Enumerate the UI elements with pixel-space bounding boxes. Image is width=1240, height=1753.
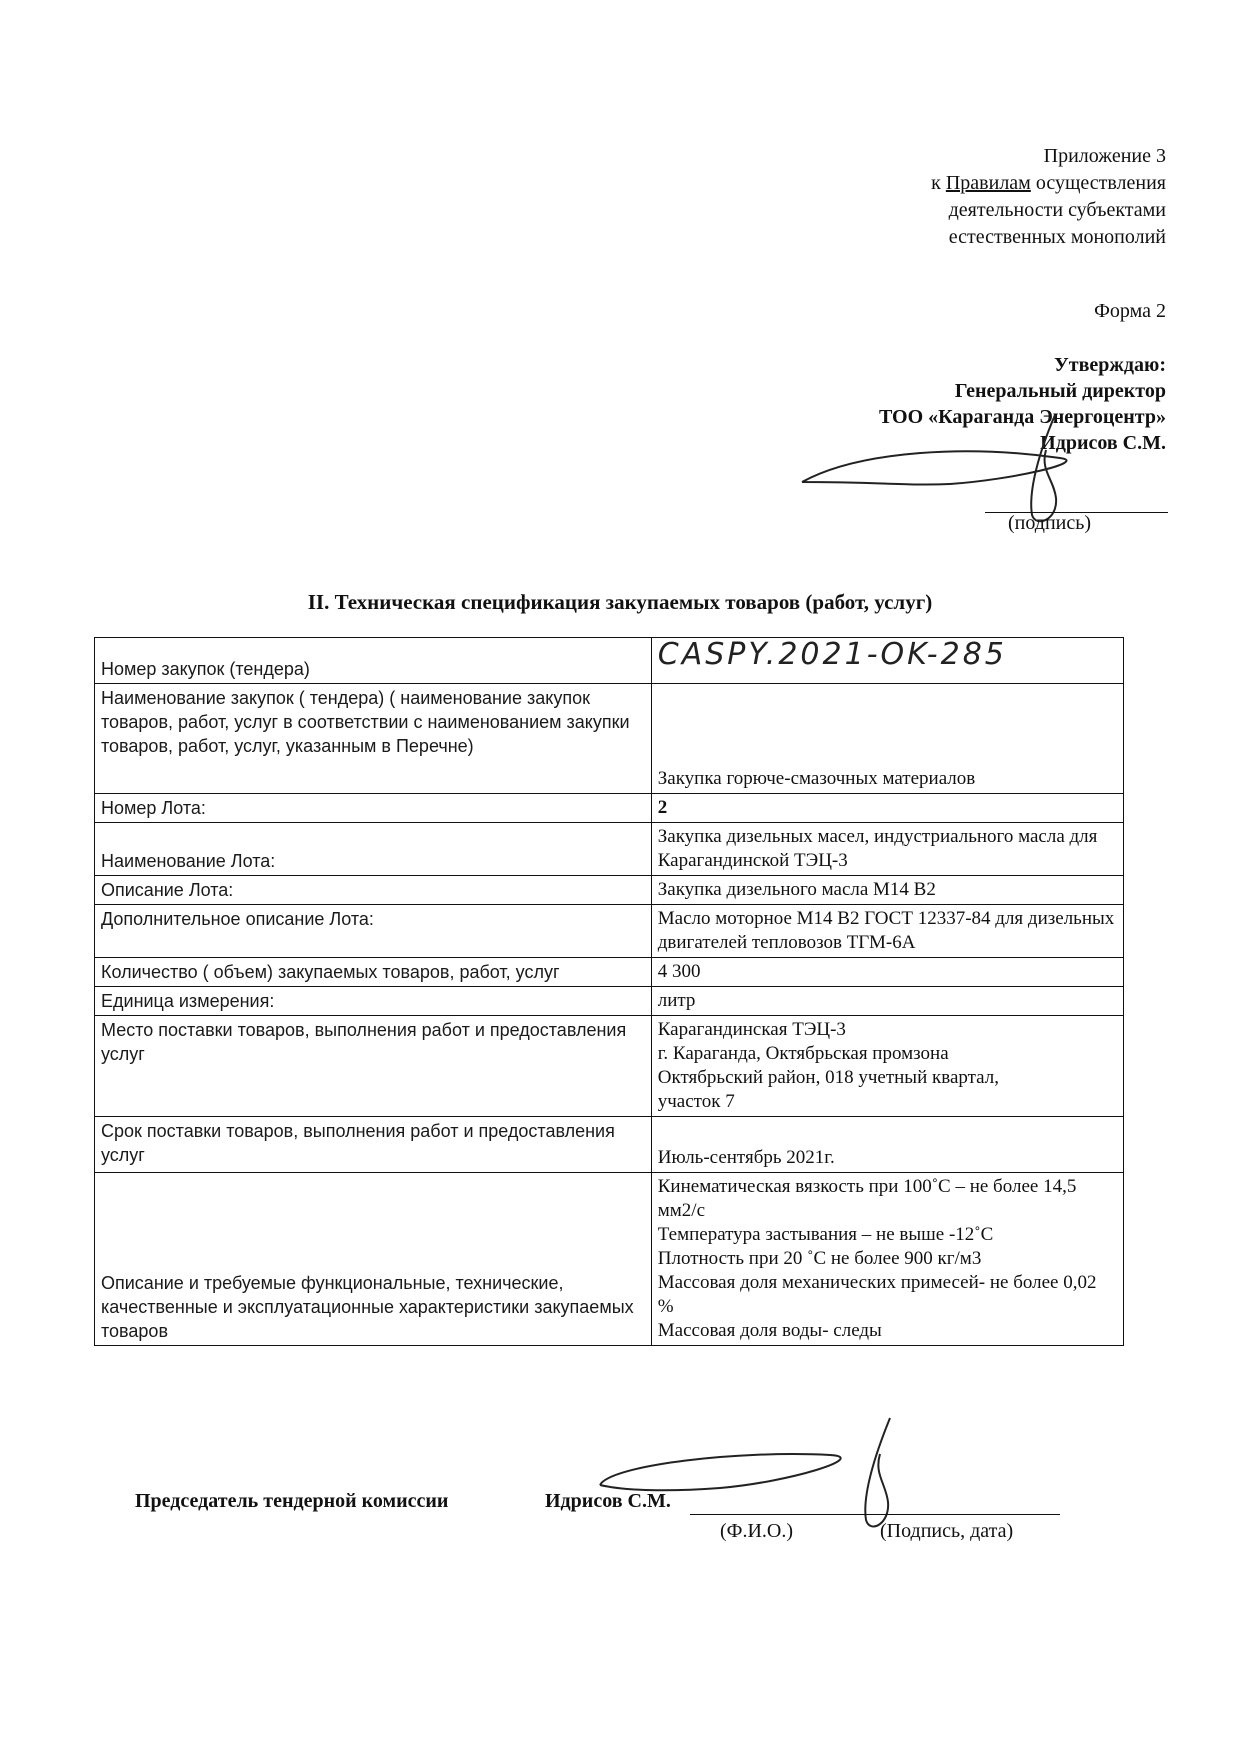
term-value: Июль-сентябрь 2021г. xyxy=(651,1117,1123,1173)
place-line-2: г. Караганда, Октябрьская промзона xyxy=(657,1043,949,1064)
specs-label: Описание и требуемые функциональные, технические, качественные и эксплуатационные характеристики закупаемых товаров xyxy=(95,1173,652,1346)
chair-name: Идрисов С.М. xyxy=(545,1490,671,1512)
appendix-line-3: деятельности субъектами xyxy=(948,199,1166,221)
table-row xyxy=(95,876,1124,905)
approval-position: Генеральный директор xyxy=(954,380,1166,402)
quantity-value: 4 300 xyxy=(651,958,1123,987)
appendix-line-4: естественных монополий xyxy=(948,226,1166,248)
lot-desc-value: Закупка дизельного масла М14 В2 xyxy=(651,876,1123,905)
footer-signatures xyxy=(0,1490,1240,1570)
table-row xyxy=(95,1016,1124,1117)
date-caption: (Подпись, дата) xyxy=(880,1520,1014,1542)
footer-signature-line xyxy=(690,1514,1060,1515)
appendix-line-1: Приложение 3 xyxy=(1043,145,1166,167)
place-value xyxy=(651,1016,1123,1117)
appendix-prefix: к xyxy=(931,172,941,194)
unit-label: Единица измерения: xyxy=(95,987,652,1016)
rules-link: Правилам xyxy=(945,172,1031,194)
specs-line-1: Кинематическая вязкость при 100˚С – не более 14,5 мм2/с xyxy=(657,1176,1077,1221)
lot-name-label: Наименование Лота: xyxy=(95,823,652,876)
specs-line-4: Массовая доля механических примесей- не более 0,02 % xyxy=(657,1272,1097,1317)
quantity-label: Количество ( объем) закупаемых товаров, работ, услуг xyxy=(95,958,652,987)
chair-label: Председатель тендерной комиссии xyxy=(135,1490,449,1512)
table-row xyxy=(95,684,1124,794)
lot-number-label: Номер Лота: xyxy=(95,794,652,823)
approval-name: Идрисов С.М. xyxy=(1040,432,1166,454)
tender-name-value: Закупка горюче-смазочных материалов xyxy=(651,684,1123,794)
lot-name-value: Закупка дизельных масел, индустриального масла для Карагандинской ТЭЦ-3 xyxy=(651,823,1123,876)
specs-line-3: Плотность при 20 ˚С не более 900 кг/м3 xyxy=(657,1248,982,1269)
table-row xyxy=(95,987,1124,1016)
appendix-rest: осуществления xyxy=(1035,172,1166,194)
table-row xyxy=(95,638,1124,684)
lot-extra-value: Масло моторное М14 В2 ГОСТ 12337-84 для дизельных двигателей тепловозов ТГМ-6А xyxy=(651,905,1123,958)
table-row xyxy=(95,958,1124,987)
place-label: Место поставки товаров, выполнения работ и предоставления услуг xyxy=(95,1016,652,1117)
appendix-line-2 xyxy=(746,170,1166,197)
signature-caption: (подпись) xyxy=(1008,512,1092,534)
page-title: II. Техническая спецификация закупаемых товаров (работ, услуг) xyxy=(307,590,933,614)
tender-number-handwritten: CASPY.2021-OK-285 xyxy=(657,637,1007,672)
approval-company: ТОО «Караганда Энергоцентр» xyxy=(878,406,1166,428)
fio-caption: (Ф.И.О.) xyxy=(720,1520,794,1542)
lot-number-value: 2 xyxy=(651,794,1123,823)
tender-number-value xyxy=(651,638,1123,684)
lot-extra-label: Дополнительное описание Лота: xyxy=(95,905,652,958)
term-label: Срок поставки товаров, выполнения работ и предоставления услуг xyxy=(95,1117,652,1173)
place-line-4: участок 7 xyxy=(657,1091,735,1112)
tender-name-label: Наименование закупок ( тендера) ( наименование закупок товаров, работ, услуг в соответствии с наименованием закупки товаров, работ, услуг, указанным в Перечне) xyxy=(95,684,652,794)
table-row xyxy=(95,1117,1124,1173)
table-row xyxy=(95,1173,1124,1346)
appendix-block xyxy=(746,143,1166,251)
tender-number-label: Номер закупок (тендера) xyxy=(95,638,652,684)
unit-value: литр xyxy=(651,987,1123,1016)
specification-table xyxy=(94,637,1124,1346)
specs-line-5: Массовая доля воды- следы xyxy=(657,1320,882,1341)
lot-desc-label: Описание Лота: xyxy=(95,876,652,905)
table-row xyxy=(95,823,1124,876)
approval-title: Утверждаю: xyxy=(1054,354,1166,376)
table-row xyxy=(95,794,1124,823)
specs-line-2: Температура застывания – не выше -12˚С xyxy=(657,1224,994,1245)
place-line-3: Октябрьский район, 018 учетный квартал, xyxy=(657,1067,999,1088)
specs-value xyxy=(651,1173,1123,1346)
table-row xyxy=(95,905,1124,958)
form-label: Форма 2 xyxy=(1094,300,1166,322)
place-line-1: Карагандинская ТЭЦ-3 xyxy=(657,1019,846,1040)
